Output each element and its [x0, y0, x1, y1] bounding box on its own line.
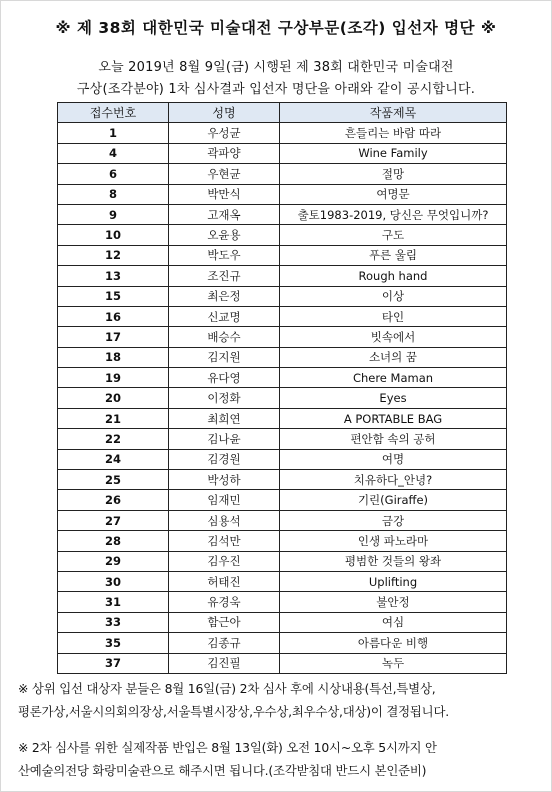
name-cell: 박도우: [169, 245, 280, 265]
name-cell: 오윤용: [169, 225, 280, 245]
work-title-cell: 구도: [280, 225, 507, 245]
receipt-number-cell: 31: [58, 592, 169, 612]
name-cell: 유다영: [169, 368, 280, 388]
work-title-cell: 흔들리는 바람 따라: [280, 123, 507, 143]
receipt-number-cell: 25: [58, 470, 169, 490]
work-title-cell: 여명문: [280, 184, 507, 204]
work-title-cell: Uplifting: [280, 571, 507, 591]
name-cell: 최희연: [169, 408, 280, 428]
receipt-number-cell: 20: [58, 388, 169, 408]
receipt-number-cell: 17: [58, 327, 169, 347]
table-row: [58, 347, 507, 367]
table-header-row: [58, 103, 507, 123]
receipt-number-cell: 1: [58, 123, 169, 143]
table-row: [58, 143, 507, 163]
work-title-cell: 인생 파노라마: [280, 531, 507, 551]
receipt-number-cell: 15: [58, 286, 169, 306]
receipt-number-cell: 8: [58, 184, 169, 204]
name-cell: 곽파양: [169, 143, 280, 163]
name-cell: 우성균: [169, 123, 280, 143]
subtitle-line-1: 오늘 2019년 8월 9일(금) 시행된 제 38회 대한민국 미술대전: [98, 60, 454, 75]
table-row: [58, 388, 507, 408]
name-cell: 김지원: [169, 347, 280, 367]
receipt-number-cell: 30: [58, 571, 169, 591]
note-delivery-line-2: 산예술의전당 화랑미술관으로 해주시면 됩니다.(조각받침대 반드시 본인준비): [18, 763, 427, 778]
table-row: [58, 531, 507, 551]
work-title-cell: 금강: [280, 510, 507, 530]
receipt-number-cell: 16: [58, 306, 169, 326]
work-title-cell: 아름다운 비행: [280, 633, 507, 653]
work-title-cell: 여심: [280, 612, 507, 632]
receipt-number-cell: 35: [58, 633, 169, 653]
receipt-number-cell: 13: [58, 266, 169, 286]
work-title-cell: 이상: [280, 286, 507, 306]
table-row: [58, 490, 507, 510]
work-title-cell: 치유하다_안녕?: [280, 470, 507, 490]
name-cell: 김종규: [169, 633, 280, 653]
note-awards-line-2: 평론가상,서울시의회의장상,서울특별시장상,우수상,최우수상,대상)이 결정됩니다.: [18, 704, 449, 719]
name-cell: 유경욱: [169, 592, 280, 612]
table-row: [58, 164, 507, 184]
name-cell: 배승수: [169, 327, 280, 347]
receipt-number-cell: 19: [58, 368, 169, 388]
work-title-cell: Eyes: [280, 388, 507, 408]
receipt-number-cell: 29: [58, 551, 169, 571]
table-row: [58, 633, 507, 653]
results-table: [57, 102, 507, 674]
receipt-number-cell: 10: [58, 225, 169, 245]
name-cell: 조진규: [169, 266, 280, 286]
name-cell: 김우진: [169, 551, 280, 571]
name-cell: 김경원: [169, 449, 280, 469]
table-row: [58, 612, 507, 632]
name-cell: 김진필: [169, 653, 280, 673]
name-cell: 우현균: [169, 164, 280, 184]
table-row: [58, 551, 507, 571]
name-cell: 최은정: [169, 286, 280, 306]
header-name: 성명: [169, 103, 280, 123]
name-cell: 김나윤: [169, 429, 280, 449]
table-row: [58, 429, 507, 449]
table-row: [58, 510, 507, 530]
note-awards: [18, 677, 544, 723]
name-cell: 박성하: [169, 470, 280, 490]
table-row: [58, 266, 507, 286]
work-title-cell: 편안함 속의 공허: [280, 429, 507, 449]
table-row: [58, 653, 507, 673]
table-body: [58, 123, 507, 674]
work-title-cell: 타인: [280, 306, 507, 326]
name-cell: 함근아: [169, 612, 280, 632]
receipt-number-cell: 18: [58, 347, 169, 367]
table-row: [58, 592, 507, 612]
receipt-number-cell: 37: [58, 653, 169, 673]
receipt-number-cell: 22: [58, 429, 169, 449]
table-row: [58, 306, 507, 326]
name-cell: 김석만: [169, 531, 280, 551]
header-work-title: 작품제목: [280, 103, 507, 123]
receipt-number-cell: 33: [58, 612, 169, 632]
table-row: [58, 327, 507, 347]
header-receipt-number: 접수번호: [58, 103, 169, 123]
table-row: [58, 225, 507, 245]
table-row: [58, 470, 507, 490]
work-title-cell: 평범한 것들의 왕좌: [280, 551, 507, 571]
receipt-number-cell: 28: [58, 531, 169, 551]
receipt-number-cell: 24: [58, 449, 169, 469]
name-cell: 고재옥: [169, 204, 280, 224]
name-cell: 임재민: [169, 490, 280, 510]
receipt-number-cell: 26: [58, 490, 169, 510]
receipt-number-cell: 9: [58, 204, 169, 224]
page-title: ※ 제 38회 대한민국 미술대전 구상부문(조각) 입선자 명단 ※: [55, 19, 497, 37]
name-cell: 심용석: [169, 510, 280, 530]
table-row: [58, 245, 507, 265]
note-delivery-line-1: ※ 2차 심사를 위한 실제작품 반입은 8월 13일(화) 오전 10시~오후 5시까지 안: [18, 740, 437, 755]
table-row: [58, 184, 507, 204]
table-row: [58, 368, 507, 388]
work-title-cell: Wine Family: [280, 143, 507, 163]
receipt-number-cell: 4: [58, 143, 169, 163]
table-row: [58, 408, 507, 428]
work-title-cell: 소녀의 꿈: [280, 347, 507, 367]
work-title-cell: 빗속에서: [280, 327, 507, 347]
table-row: [58, 286, 507, 306]
name-cell: 허태진: [169, 571, 280, 591]
receipt-number-cell: 12: [58, 245, 169, 265]
table-row: [58, 204, 507, 224]
receipt-number-cell: 21: [58, 408, 169, 428]
work-title-cell: 출토1983-2019, 당신은 무엇입니까?: [280, 204, 507, 224]
work-title-cell: A PORTABLE BAG: [280, 408, 507, 428]
work-title-cell: 푸른 울림: [280, 245, 507, 265]
name-cell: 박만식: [169, 184, 280, 204]
note-awards-line-1: ※ 상위 입선 대상자 분들은 8월 16일(금) 2차 심사 후에 시상내용(특선,특별상,: [18, 681, 436, 696]
name-cell: 이정화: [169, 388, 280, 408]
work-title-cell: 불안정: [280, 592, 507, 612]
work-title-cell: Chere Maman: [280, 368, 507, 388]
work-title-cell: 절망: [280, 164, 507, 184]
table-row: [58, 571, 507, 591]
receipt-number-cell: 27: [58, 510, 169, 530]
work-title-cell: Rough hand: [280, 266, 507, 286]
table-row: [58, 449, 507, 469]
note-delivery: [18, 736, 544, 782]
name-cell: 신교명: [169, 306, 280, 326]
subtitle-line-2: 구상(조각분야) 1차 심사결과 입선자 명단을 아래와 같이 공시합니다.: [76, 82, 476, 97]
work-title-cell: 기린(Giraffe): [280, 490, 507, 510]
table-row: [58, 123, 507, 143]
work-title-cell: 녹두: [280, 653, 507, 673]
work-title-cell: 여명: [280, 449, 507, 469]
receipt-number-cell: 6: [58, 164, 169, 184]
